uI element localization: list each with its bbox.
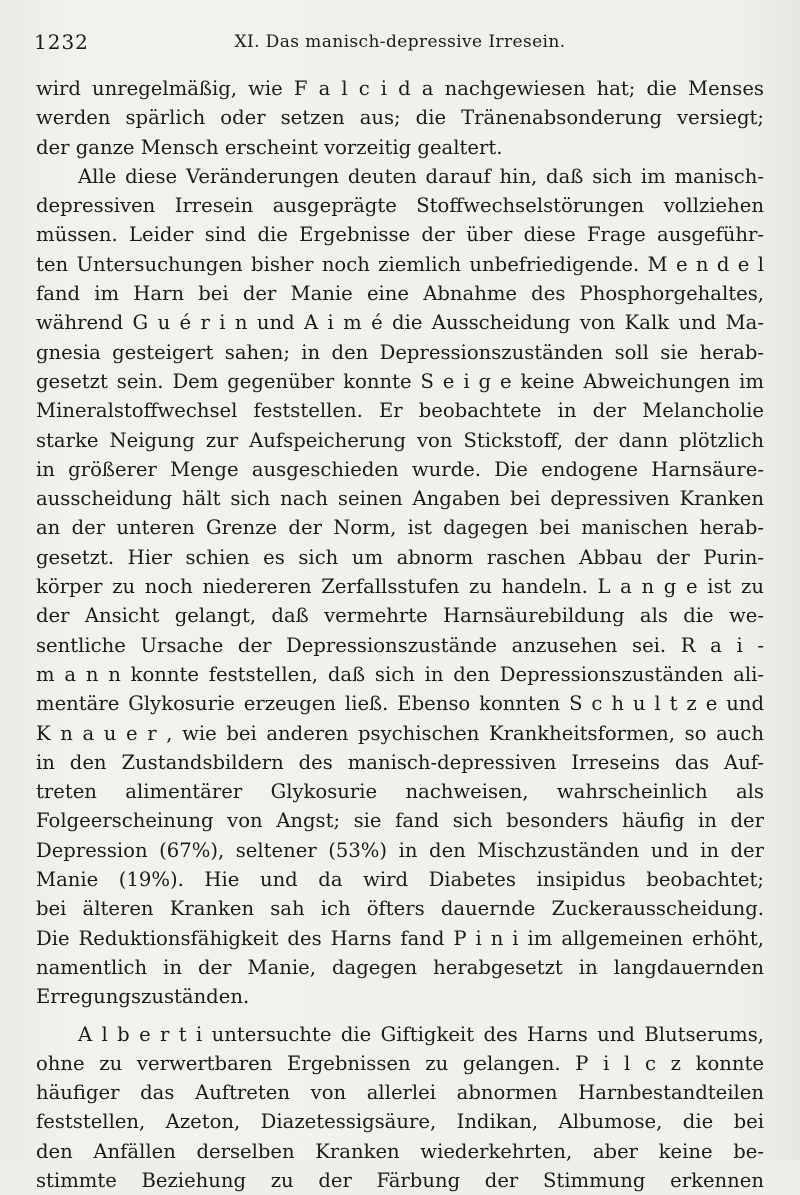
text-line: in den Zustandsbildern des manisch-depressiven Irreseins das Auf- — [36, 748, 764, 777]
text-line: häufiger das Auftreten von allerlei abnormen Harnbestandteilen — [36, 1078, 764, 1107]
paragraph — [36, 1020, 764, 1195]
text-line: stimmte Beziehung zu der Färbung der Stimmung erkennen — [36, 1166, 764, 1195]
text-line: m a n n konnte feststellen, daß sich in den Depressionszuständen ali- — [36, 660, 764, 689]
text-line: Folgeerscheinung von Angst; sie fand sich besonders häufig in der — [36, 806, 764, 835]
text-line: starke Neigung zur Aufspeicherung von Stickstoff, der dann plötzlich — [36, 426, 764, 455]
text-line: wird unregelmäßig, wie F a l c i d a nachgewiesen hat; die Menses — [36, 74, 764, 103]
text-line: Depression (67%), seltener (53%) in den Mischzuständen und in der — [36, 836, 764, 865]
text-line: namentlich in der Manie, dagegen herabgesetzt in langdauernden — [36, 953, 764, 982]
text-line: mentäre Glykosurie erzeugen ließ. Ebenso konnten S c h u l t z e und — [36, 689, 764, 718]
text-line: fand im Harn bei der Manie eine Abnahme des Phosphorgehaltes, — [36, 279, 764, 308]
text-line: sentliche Ursache der Depressionszustände anzusehen sei. R a i - — [36, 631, 764, 660]
text-line: Alle diese Veränderungen deuten darauf hin, daß sich im manisch- — [36, 162, 764, 191]
text-line: körper zu noch niedereren Zerfallsstufen zu handeln. L a n g e ist zu — [36, 572, 764, 601]
text-line: den Anfällen derselben Kranken wiederkehrten, aber keine be- — [36, 1137, 764, 1166]
text-line: der Ansicht gelangt, daß vermehrte Harnsäurebildung als die we- — [36, 601, 764, 630]
paragraph — [36, 162, 764, 1012]
text-line: gnesia gesteigert sahen; in den Depressionszuständen soll sie herab- — [36, 338, 764, 367]
text-line: müssen. Leider sind die Ergebnisse der über diese Frage ausgeführ- — [36, 220, 764, 249]
body-text — [36, 74, 764, 1195]
text-line: Erregungszuständen. — [36, 982, 764, 1011]
text-line: Manie (19%). Hie und da wird Diabetes insipidus beobachtet; — [36, 865, 764, 894]
text-line: treten alimentärer Glykosurie nachweisen, wahrscheinlich als — [36, 777, 764, 806]
running-head: XI. Das manisch-depressive Irresein. — [34, 32, 766, 52]
page-header — [34, 30, 766, 58]
text-line: ohne zu verwertbaren Ergebnissen zu gelangen. P i l c z konnte — [36, 1049, 764, 1078]
text-line: der ganze Mensch erscheint vorzeitig gealtert. — [36, 133, 764, 162]
paragraph — [36, 74, 764, 162]
page-number: 1232 — [34, 30, 89, 54]
text-line: Die Reduktionsfähigkeit des Harns fand P i n i im allgemeinen erhöht, — [36, 924, 764, 953]
text-line: Mineralstoffwechsel feststellen. Er beobachtete in der Melancholie — [36, 396, 764, 425]
text-line: ten Untersuchungen bisher noch ziemlich unbefriedigende. M e n d e l — [36, 250, 764, 279]
text-line: in größerer Menge ausgeschieden wurde. Die endogene Harnsäure- — [36, 455, 764, 484]
text-line: A l b e r t i untersuchte die Giftigkeit des Harns und Blutserums, — [36, 1020, 764, 1049]
text-line: K n a u e r , wie bei anderen psychischen Krankheitsformen, so auch — [36, 719, 764, 748]
text-line: bei älteren Kranken sah ich öfters dauernde Zuckerausscheidung. — [36, 894, 764, 923]
paragraph-spacer — [36, 1012, 764, 1020]
text-line: an der unteren Grenze der Norm, ist dagegen bei manischen herab- — [36, 513, 764, 542]
text-line: depressiven Irresein ausgeprägte Stoffwechselstörungen vollziehen — [36, 191, 764, 220]
text-line: während G u é r i n und A i m é die Ausscheidung von Kalk und Ma- — [36, 308, 764, 337]
text-line: ausscheidung hält sich nach seinen Angaben bei depressiven Kranken — [36, 484, 764, 513]
text-line: feststellen, Azeton, Diazetessigsäure, Indikan, Albumose, die bei — [36, 1107, 764, 1136]
text-line: gesetzt sein. Dem gegenüber konnte S e i g e keine Abweichungen im — [36, 367, 764, 396]
text-line: gesetzt. Hier schien es sich um abnorm raschen Abbau der Purin- — [36, 543, 764, 572]
text-line: werden spärlich oder setzen aus; die Tränenabsonderung versiegt; — [36, 103, 764, 132]
